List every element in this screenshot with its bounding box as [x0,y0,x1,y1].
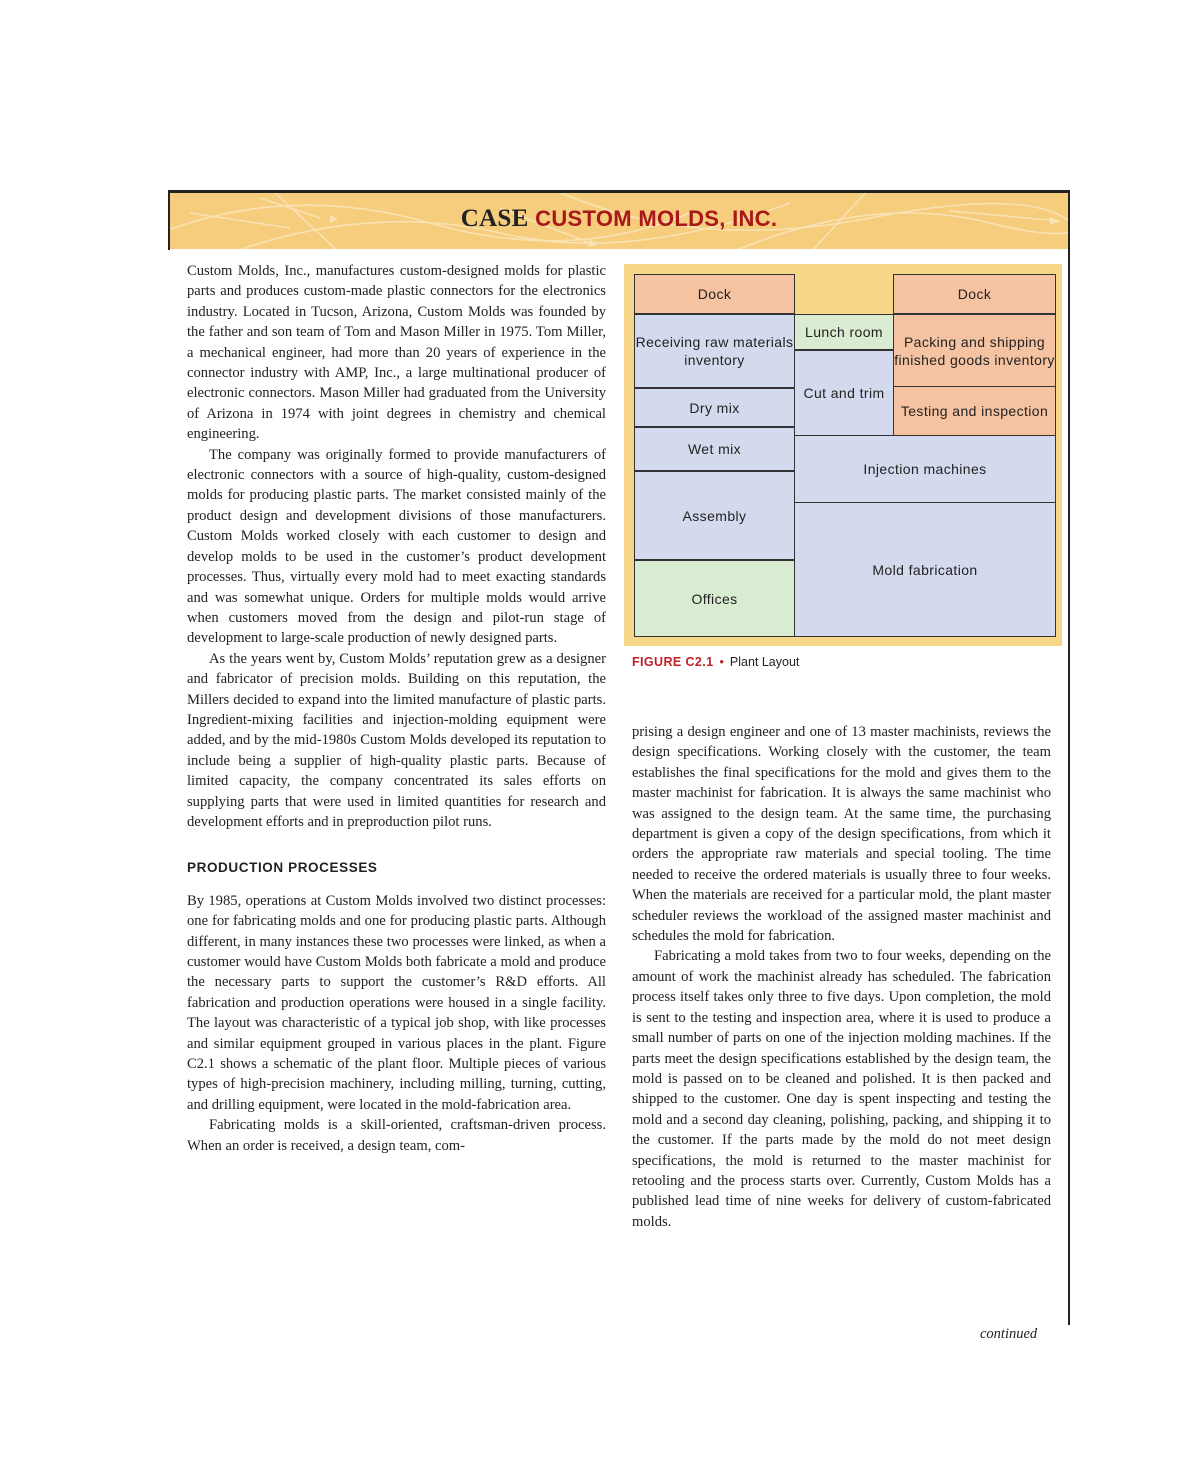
paragraph: As the years went by, Custom Molds’ reputation grew as a designer and fabricator of precision molds. Building on this reputation, the Millers decided to expand into the limited manufacture of plastic parts. Ingredient-mixing facilities and injection-molding equipment were added, and by the mid-1980s Custom Molds developed its reputation to include being a supplier of high-quality plastic parts. Because of limited capacity, the company concentrated its sales efforts on supplying parts that were used in limited quantities for research and development efforts and in preproduction pilot runs. [187,650,606,830]
case-name: CUSTOM MOLDS, INC. [535,206,778,231]
mold-fabrication-area: Mold fabrication [794,502,1056,637]
paragraph: Custom Molds, Inc., manufactures custom-designed molds for plastic parts and produces custom-made plastic connectors for the electronics industry. Located in Tucson, Arizona, Custom Molds was founded by the father and son team of Tom and Mason Miller in 1975. Tom Miller, a mechanical engineer, had more than 20 years of experience in the connector industry with AMP, Inc., a large multinational producer of electronic connectors. Mason Miller had graduated from the University of Arizona in 1974 with joint degrees in chemistry and chemical engineering. [187,263,606,443]
assembly-area: Assembly [634,471,795,560]
right-rule [1068,190,1070,1325]
packing-shipping-area: Packing and shipping finished goods inventory [893,314,1056,387]
paragraph: By 1985, operations at Custom Molds involved two distinct processes: one for fabricating molds and one for producing plastic parts. Although different, in many instances these two processes were linked, as when a customer would have Custom Molds both fabricate a mold and produce the necessary parts to support the customer’s R&D efforts. All fabrication and production operations were housed in a single facility. The layout was characteristic of a typical job shop, with like processes and similar equipment grouped in various places in the plant. Figure C2.1 shows a schematic of the plant floor. Multiple pieces of various types of high-precision machinery, including milling, turning, cutting, and drilling equipment, were located in the mold-fabrication area. [187,892,606,1113]
offices-area: Offices [634,560,795,637]
testing-inspection-area: Testing and inspection [893,386,1056,436]
case-word: CASE [460,205,529,232]
figure-title: Plant Layout [729,655,800,669]
caption-bullet: • [719,655,724,669]
figure-label: FIGURE C2.1 [632,655,714,669]
paragraph: prising a design engineer and one of 13 master machinists, reviews the design specifications. Working closely with the customer, the team establishes the final specifications for the mold and gives them to the master machinist for fabrication. It is always the same machinist who was assigned to the design team. At the same time, the purchasing department is given a copy of the design specifications, from which it orders the appropriate raw materials and special tooling. The time needed to receive the ordered materials is usually three to four weeks. When the materials are received for a particular mold, the plant master scheduler reviews the workload of the assigned master machinist and schedules the mold for fabrication. [632,724,1051,945]
paragraph: Fabricating molds is a skill-oriented, craftsman-driven process. When an order is received, a design team, com- [187,1117,606,1154]
right-column [632,722,1051,1232]
dock-right-area: Dock [893,274,1056,314]
paragraph: The company was originally formed to provide manufacturers of electronic connectors with a source of high-quality, custom-designed molds for producing plastic parts. The market consisted mainly of the product design and development divisions of those manufacturers. Custom Molds worked closely with each customer to design and develop molds to be used in the customer’s product development processes. Thus, virtually every mold had to meet exacting standards and was somewhat unique. Orders for multiple molds would arrive when customers moved from the design and pilot-run stage of development to large-scale production of newly designed parts. [187,446,606,647]
continued-note: continued [980,1326,1038,1342]
wet-mix-area: Wet mix [634,427,795,471]
case-title [170,205,1068,233]
lunch-room-area: Lunch room [794,314,894,350]
case-banner [170,193,1068,249]
figure-caption [632,655,799,669]
paragraph: Fabricating a mold takes from two to four weeks, depending on the amount of work the machinist already has scheduled. The fabrication process itself takes only three to five days. Upon completion, the mold is sent to the testing and inspection area, where it is used to produce a small number of parts on one of the injection molding machines. If the parts meet the design specifications established by the design team, the mold is passed on to be cleaned and polished. It is then packed and shipped to the customer. One day is spent inspecting and testing the mold and a second day cleaning, polishing, packing, and shipping it to the customer. If the parts made by the mold do not meet design specifications, the mold is returned to the master machinist for retooling and the process starts over. Currently, Custom Molds has a published lead time of nine weeks for delivery of custom-fabricated molds. [632,948,1051,1230]
section-heading: PRODUCTION PROCESSES [187,860,378,876]
injection-machines-area: Injection machines [794,435,1056,503]
cut-and-trim-area: Cut and trim [794,350,894,436]
dock-left-area: Dock [634,274,795,314]
left-column [187,261,606,1156]
receiving-area: Receiving raw materials inventory [634,314,795,388]
dry-mix-area: Dry mix [634,388,795,427]
plant-layout-figure [624,264,1062,646]
